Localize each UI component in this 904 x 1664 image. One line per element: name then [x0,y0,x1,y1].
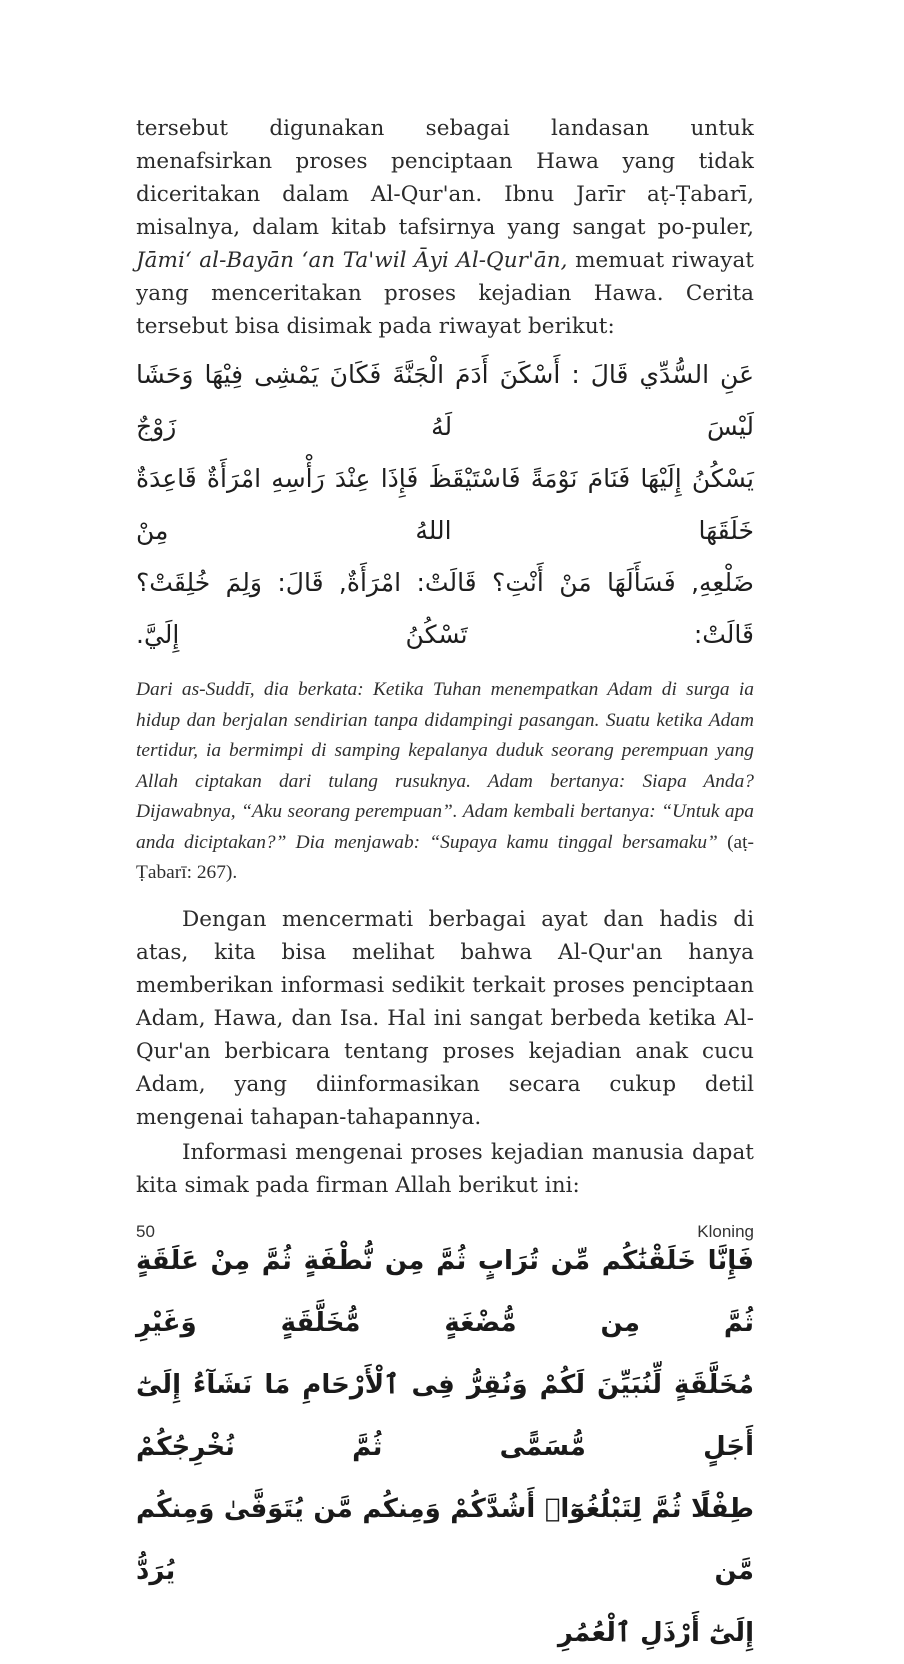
arabic-riwayat [136,349,754,661]
paragraph-text: tersebut digunakan sebagai landasan untuk menafsirkan proses penciptaan Hawa yang tidak diceritakan dalam Al-Qur'an. Ibnu Jarīr aṭ-Ṭabarī, misalnya, dalam kitab tafsirnya yang sangat po-puler, [136,116,754,240]
translation-text: Dari as-Suddī, dia berkata: Ketika Tuhan menempatkan Adam di surga ia hidup dan berjalan sendirian tanpa didampingi pasangan. Suatu ketika Adam tertidur, ia bermimpi di samping kepalanya duduk seorang perempuan yang Allah ciptakan dari tulang rusuknya. Adam bertanya: Siapa Anda? Dijawabnya, “Aku seorang perempuan”. Adam kembali bertanya: “Untuk apa anda diciptakan?” Dia menjawab: “Supaya kamu tinggal bersamaku” [136,679,754,853]
riwayat-translation [136,675,754,889]
book-title-italic: Jāmi‘ al-Bayān ‘an Ta'wil Āyi Al-Qur'ān, [136,248,568,273]
quran-line: فَإِنَّا خَلَقْنَٰكُم مِّن تُرَابٍ ثُمَّ مِن نُّطْفَةٍ ثُمَّ مِنْ عَلَقَةٍ ثُمَّ مِن مُّضْغَةٍ مُّخَلَّقَةٍ وَغَيْرِ [136,1245,754,1338]
paragraph-firman: Informasi mengenai proses kejadian manusia dapat kita simak pada firman Allah berikut ini: [136,1139,754,1198]
page-footer [136,1222,754,1248]
running-title: Kloning [697,1222,754,1241]
quran-verse [136,1230,754,1664]
quran-line: طِفْلًا ثُمَّ لِتَبْلُغُوٓا۟ أَشُدَّكُمْ وَمِنكُم مَّن يُتَوَفَّىٰ وَمِنكُم مَّن يُرَدُّ [136,1493,754,1586]
quran-line: إِلَىٰٓ أَرْذَلِ ٱلْعُمُرِ [557,1617,754,1648]
arabic-line: ضَلْعِهِ, فَسَأَلَهَا مَنْ أَنْتِ؟ قَالَتْ: امْرَأَةٌ, قَالَ: وَلِمَ خُلِقَتْ؟ قَالَتْ: تَسْكُنُ إِلَيَّ. [136,568,754,649]
citation: (aṭ-Ṭabarī: 267). [136,831,754,883]
quran-line: مُخَلَّقَةٍ لِّنُبَيِّنَ لَكُمْ وَنُقِرُّ فِى ٱلْأَرْحَامِ مَا نَشَآءُ إِلَىٰٓ أَجَلٍ مُّسَمًّى ثُمَّ نُخْرِجُكُمْ [136,1369,754,1462]
paragraph-analysis: Dengan mencermati berbagai ayat dan hadis di atas, kita bisa melihat bahwa Al-Qur'an hanya memberikan informasi sedikit terkait proses penciptaan Adam, Hawa, dan Isa. Hal ini sangat berbeda ketika Al-Qur'an berbicara tentang proses kejadian anak cucu Adam, yang diinformasikan secara cukup detil mengenai tahapan-tahapannya. [136,906,754,1130]
arabic-line: يَسْكُنُ إِلَيْهَا فَنَامَ نَوْمَةً فَاسْتَيْقَظَ فَإِذَا عِنْدَ رَأْسِهِ امْرَأَةٌ قَاعِدَةٌ خَلَقَهَا اللهُ مِنْ [136,464,754,545]
paragraph-text: memuat riwayat yang menceritakan proses kejadian Hawa. Cerita tersebut bisa disimak pada riwayat berikut: [136,248,754,339]
page-number: 50 [136,1222,155,1241]
paragraph-intro [136,112,754,343]
arabic-line: عَنِ السُّدِّي قَالَ : أَسْكَنَ أَدَمَ الْجَنَّةَ فَكَانَ يَمْشِى فِيْهَا وَحَشَا لَيْسَ لَهُ زَوْجٌ [136,360,754,441]
page-body [136,112,754,1664]
